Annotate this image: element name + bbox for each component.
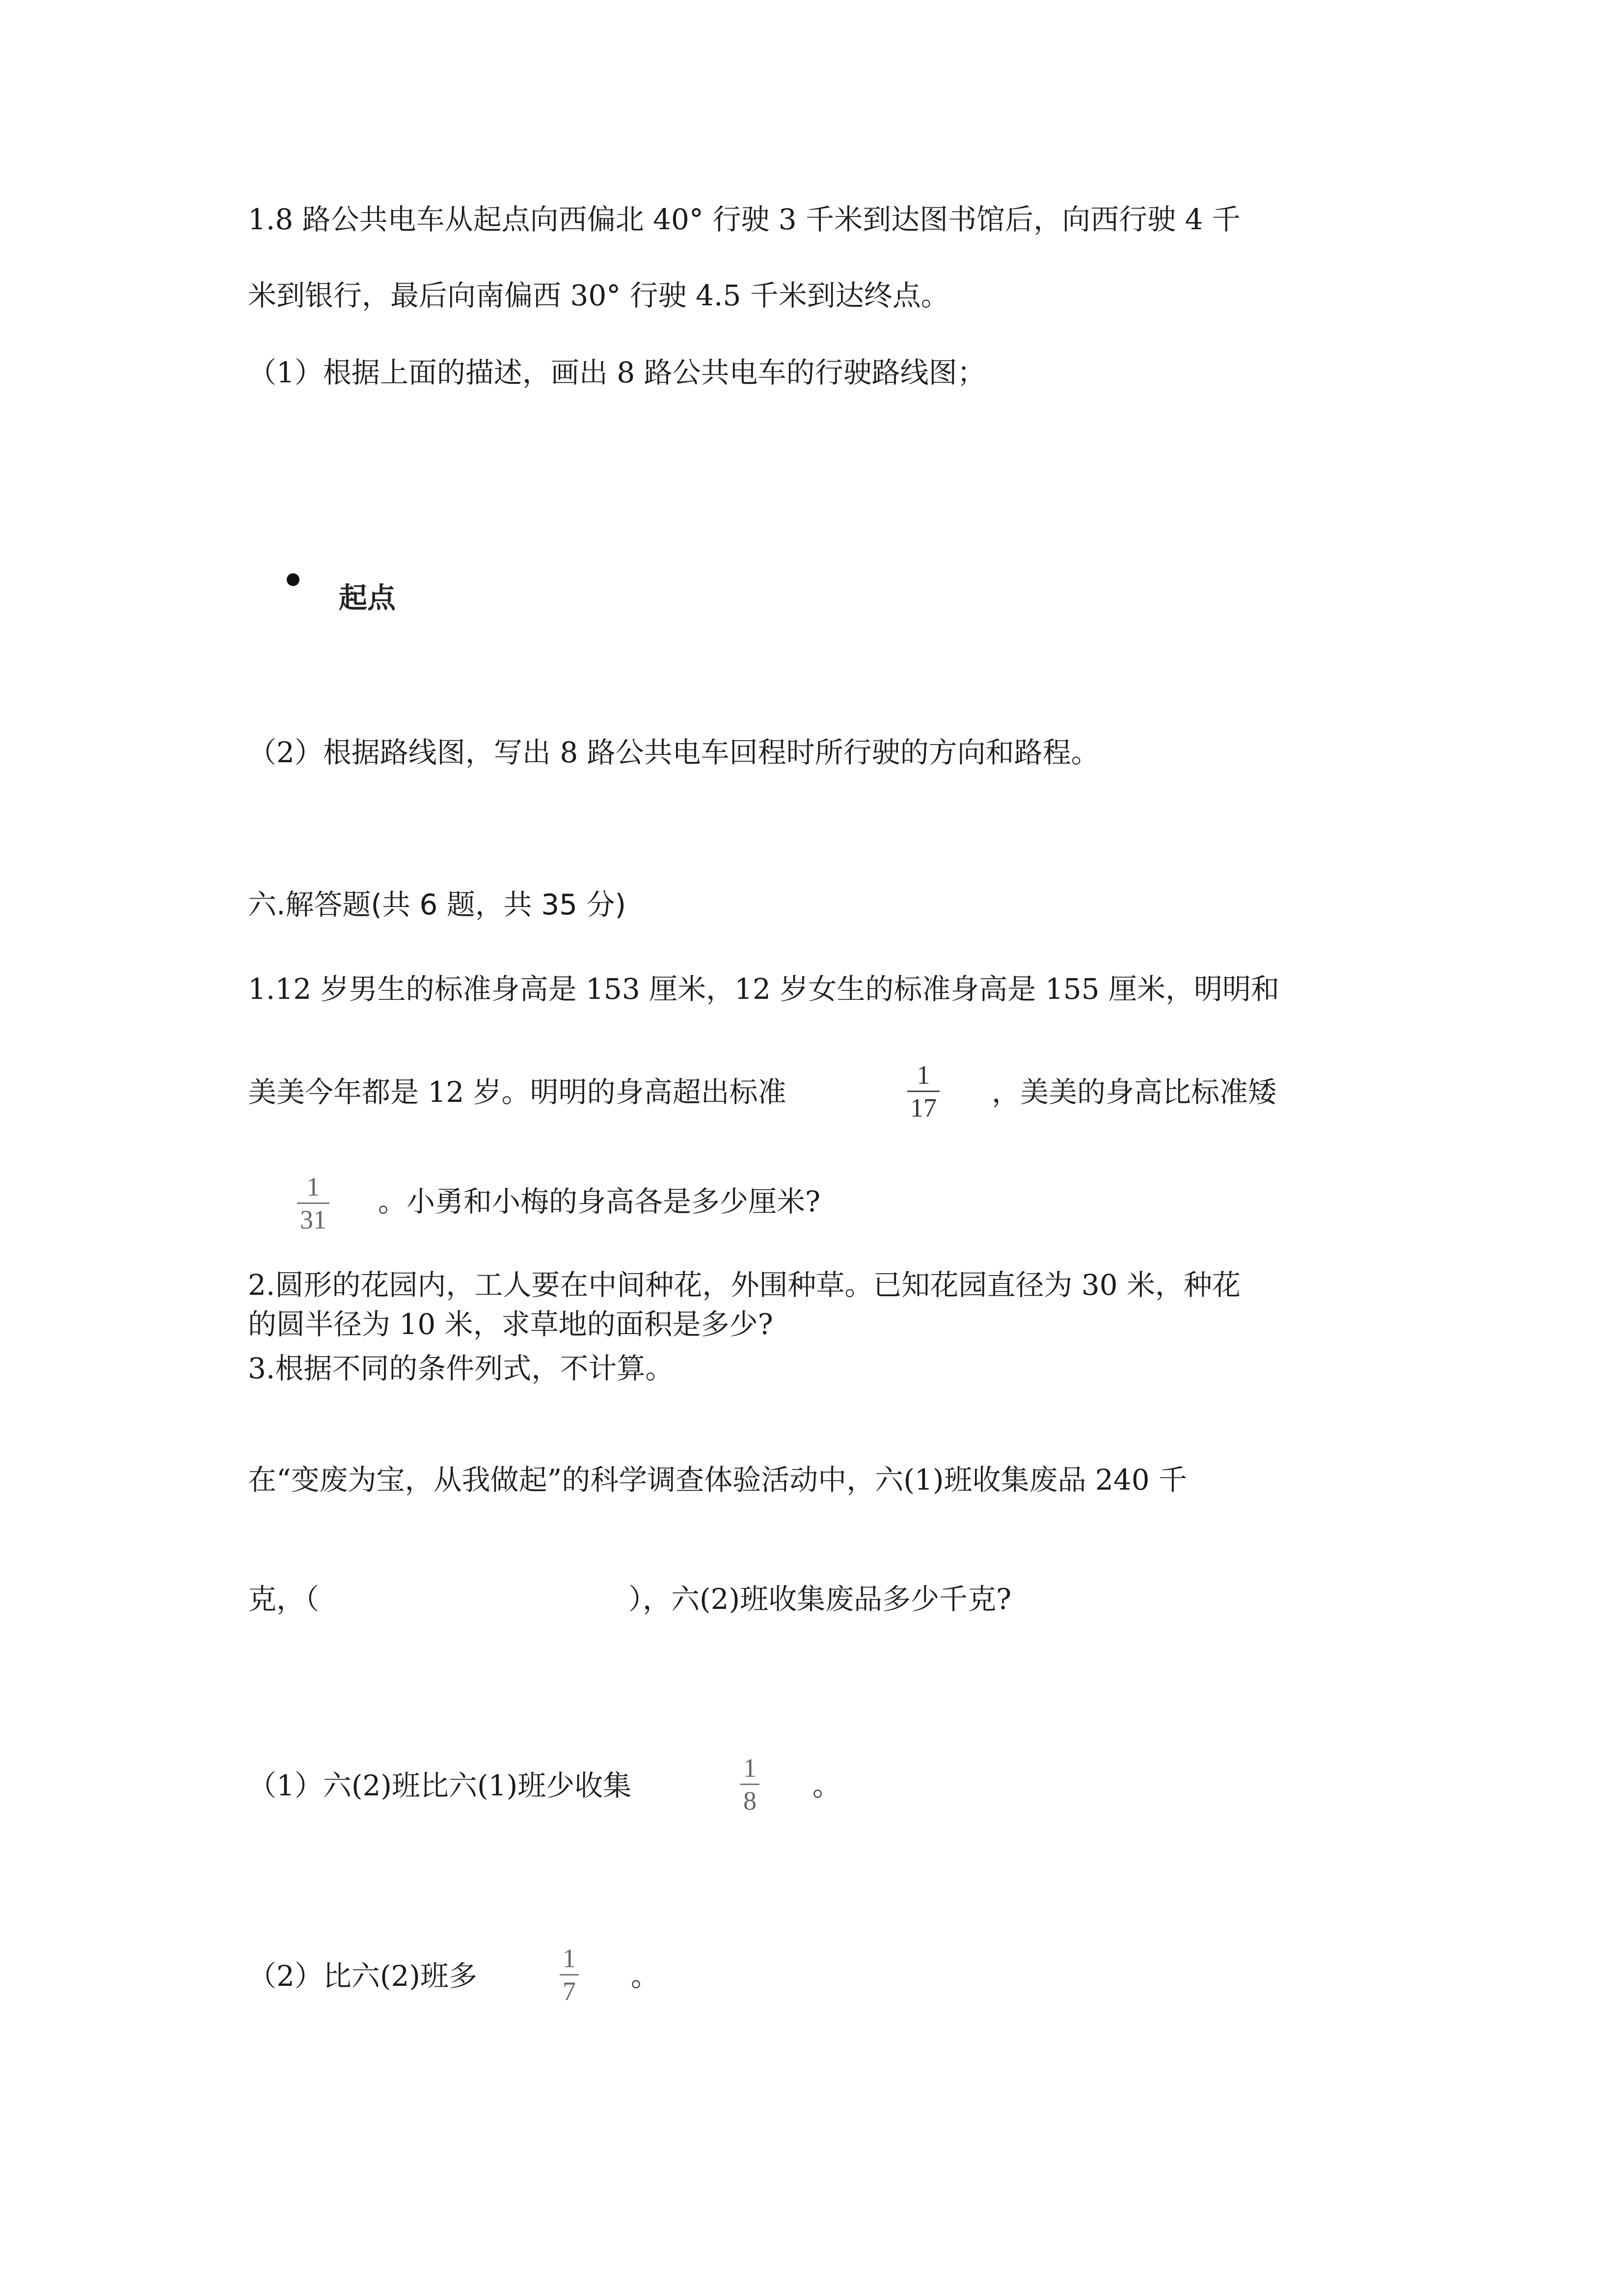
fraction-1-31 [297,1172,329,1234]
fraction-1-8 [740,1753,759,1815]
p3-option2-a: （2）比六(2)班多 [248,1959,478,1993]
p2-line1: 2.圆形的花园内，工人要在中间种花，外围种草。已知花园直径为 30 米，种花 [248,1268,1241,1302]
section-title: 六.解答题(共 6 题，共 35 分) [248,888,626,921]
p3-line2: 在“变废为宝，从我做起”的科学调查体验活动中，六(1)班收集废品 240 千 [248,1463,1188,1496]
p3-option1-b: 。 [812,1769,841,1802]
fraction-bar [907,1091,940,1092]
p3-line3-a: 克，（ [248,1582,320,1616]
start-point-label: 起点 [339,581,396,614]
fraction-numerator: 1 [917,1060,930,1090]
start-point-dot [287,573,299,586]
p3-option2-b: 。 [631,1959,660,1993]
q1-text-line2: 米到银行，最后向南偏西 30° 行驶 4.5 千米到达终点。 [248,279,949,312]
p1-line2-a: 美美今年都是 12 岁。明明的身高超出标准 [248,1075,786,1109]
fraction-denominator: 17 [910,1093,937,1122]
q1-part1: （1）根据上面的描述，画出 8 路公共电车的行驶路线图； [248,356,986,389]
fraction-numerator: 1 [563,1944,576,1973]
p2-line2: 的圆半径为 10 米，求草地的面积是多少? [248,1308,773,1341]
fraction-bar [740,1784,759,1785]
p3-line1: 3.根据不同的条件列式，不计算。 [248,1352,674,1385]
q1-text-line1: 1.8 路公共电车从起点向西偏北 40° 行驶 3 千米到达图书馆后，向西行驶 4 千 [248,203,1241,236]
fraction-bar [560,1974,579,1976]
fraction-numerator: 1 [743,1753,757,1783]
p3-option1-a: （1）六(2)班比六(1)班少收集 [248,1769,632,1802]
p1-line1: 1.12 岁男生的标准身高是 153 厘米，12 岁女生的标准身高是 155 厘米，明明和 [248,972,1279,1006]
fraction-bar [297,1202,329,1204]
p1-line2-b: ，美美的身高比标准矮 [992,1075,1277,1109]
fraction-denominator: 8 [743,1786,757,1815]
q1-part2: （2）根据路线图，写出 8 路公共电车回程时所行驶的方向和路程。 [248,736,1100,769]
fraction-1-7 [560,1944,579,2006]
p1-line3: 。小勇和小梅的身高各是多少厘米? [378,1185,821,1218]
fraction-1-17 [907,1060,940,1122]
p3-line3-b: ），六(2)班收集废品多少千克? [628,1582,1012,1616]
fraction-denominator: 31 [300,1205,326,1234]
fraction-numerator: 1 [306,1172,320,1201]
fraction-denominator: 7 [563,1976,576,2006]
